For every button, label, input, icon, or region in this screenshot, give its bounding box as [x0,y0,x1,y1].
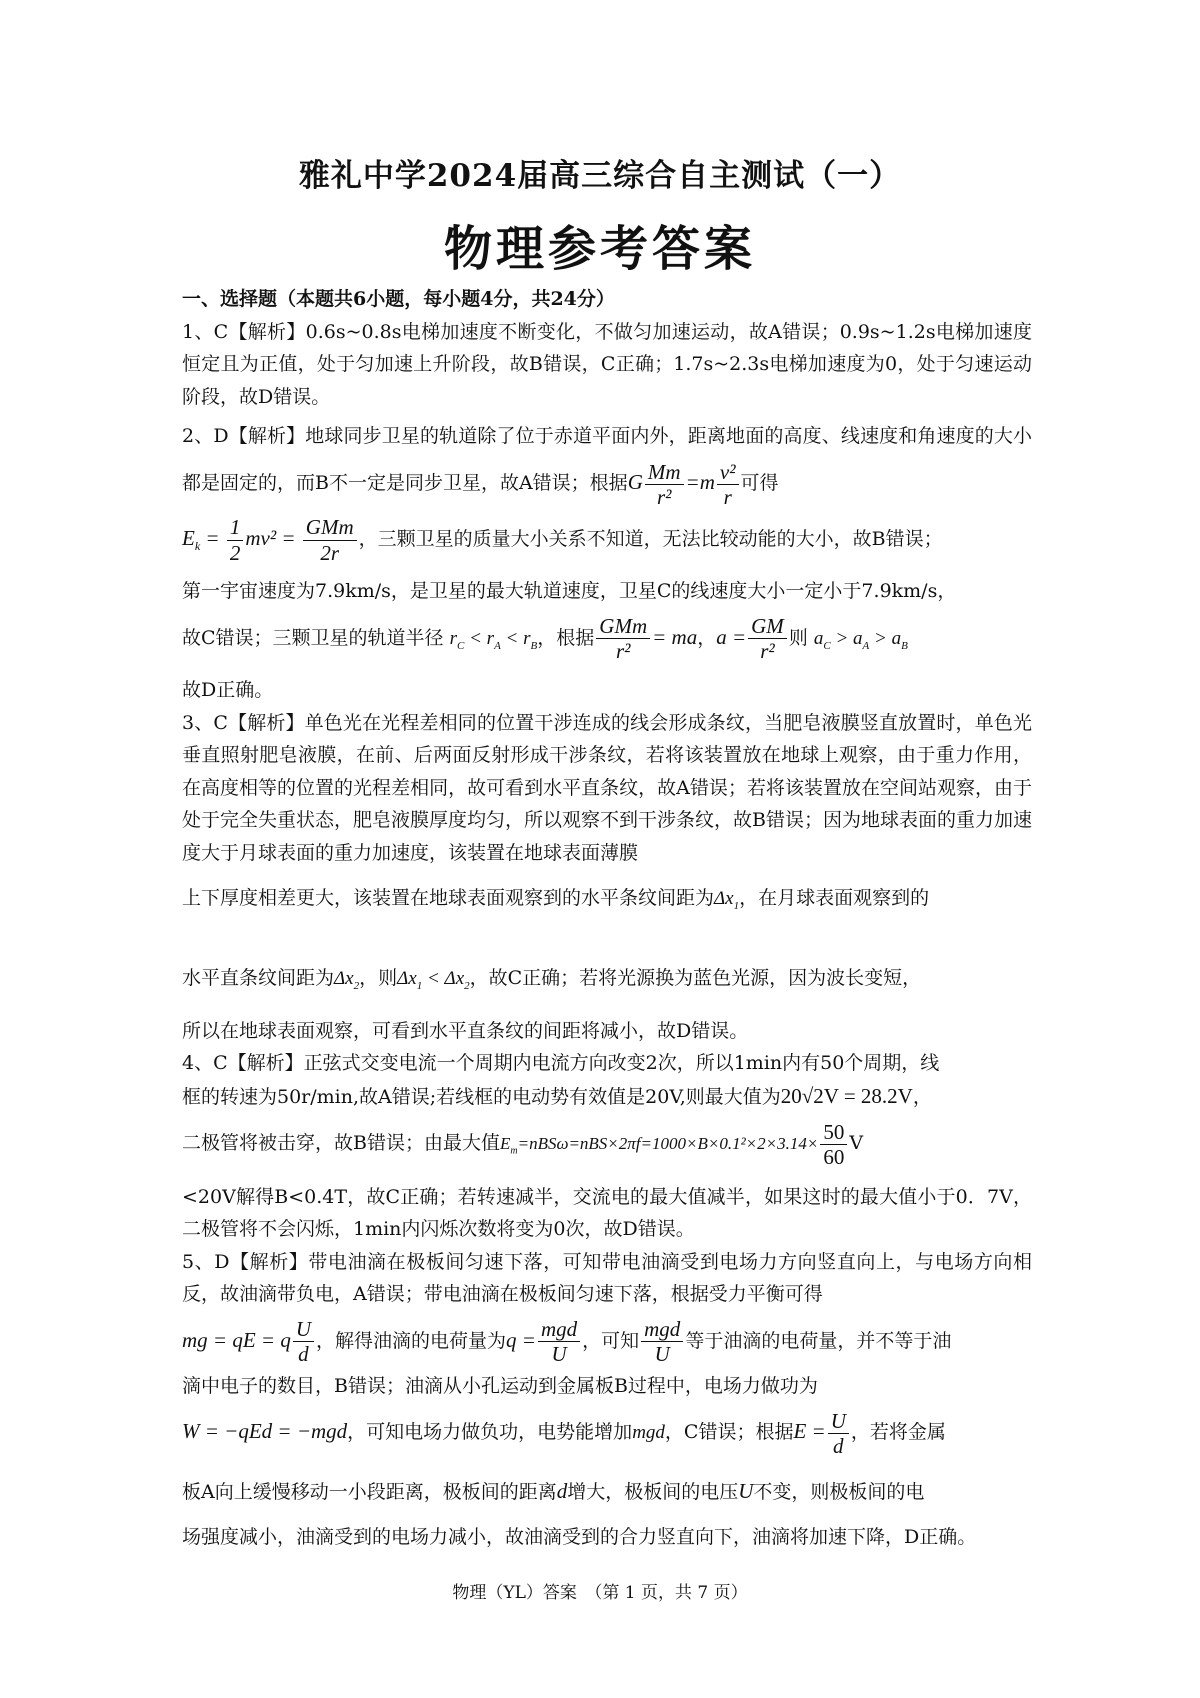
q4-formula-max: 20√2V = 28.2V [780,1083,913,1108]
q5-formula-e: E = $\frac{U}{d}$ [793,1419,850,1443]
q3-text-2a: 上下厚度相差更大，该装置在地球表面观察到的水平条纹间距为 [182,887,715,910]
q2-answer-cont [182,509,1032,575]
q5-text-2c: 等于油滴的电荷量，并不等于油 [685,1329,952,1352]
q2-formula-ek: $E_k$ = $\frac{1}{2}$ mv² = $\frac{\text{GMm}}{2r}$ [182,526,359,550]
q5-text-5c: 不变，则极板间的电 [753,1481,925,1504]
q2-text-1-end: 可得 [740,472,779,494]
q2-text-3: 第一宇宙速度为7.9km/s，是卫星的最大轨道速度，卫星C的线速度大小一定小于7.9km/s， [182,580,957,603]
q4-text-1: 4、C【解析】正弦式交变电流一个周期内电流方向改变2次，所以1min内有50个周期，线 [182,1052,940,1075]
q3-delta-compare: $\Delta x_1 < \Delta x_2$ [397,968,470,992]
q4-text-3b: V [849,1132,864,1155]
q4-text-2a: 框的转速为50r/min,故A错误;若线框的电动势有效值是20V,则最大值为 [182,1085,781,1108]
q3-text-3b: ，则 [359,967,398,990]
q5-line-2 [182,1311,1032,1370]
q5-text-4b: ，C错误；根据 [664,1421,794,1444]
q5-mgd: mgd [632,1422,665,1444]
q2-text-1: 2、D【解析】地球同步卫星的轨道除了位于赤道平面内外，距离地面的高度、线速度和角速度的大小都是固定的，而B不一定是同步卫星，故A错误；根据 [182,425,1032,494]
q5-formula-ratio: $\frac{\text{mgd}}{U}$ [639,1328,685,1352]
q1-answer: 1、C【解析】0.6s~0.8s电梯加速度不断变化，不做匀加速运动，故A错误；0.9s~1.2s电梯加速度恒定且为正值，处于匀加速上升阶段，故B错误，C正确；1.7s~2.3s电梯加速度为0，处于匀速运动阶段，故D错误。 [182,320,1032,408]
q5-formula-q: q = $\frac{\text{mgd}}{U}$ [506,1328,582,1352]
q5-text-6: 场强度减小，油滴受到的电场力减小，故油滴受到的合力竖直向下，油滴将加速下降，D正确。 [182,1526,977,1549]
q2-formula-ma: $\frac{\text{GMm}}{\text{r²}}$ = ma [594,625,697,649]
section-heading: 一、选择题（本题共6小题，每小题4分，共24分） [182,288,615,310]
answer-content [182,283,1032,1554]
q5-text-2b: ，可知 [582,1329,640,1352]
q5-text-4a: ，可知电场力做负功，电势能增加 [347,1421,633,1444]
q4-line-2: 框的转速为50r/min,故A错误;若线框的电动势有效值是20V,则最大值为20√2V = 28.2V， [182,1083,932,1108]
q2-answer-cont2: 故C错误；三颗卫星的轨道半径 $r_C < r_A < r_B$，根据 $\frac{\text{GMm}}{\text{r²}}$ = ma，a = $\frac{GM}{\text{r²}}$ 则 $a_C > a_A > a_B$ [182,614,908,664]
q2-formula-a: a = $\frac{GM}{\text{r²}}$ [716,625,789,649]
q2-radius-compare: $r_C < r_A < r_B$ [449,627,538,652]
q5-line-5 [182,1462,1032,1521]
q2-text-2: ，三颗卫星的质量大小关系不知道，无法比较动能的大小，故B错误； [358,527,943,550]
q5-u: U [738,1479,754,1504]
q3-delta-x1: $\Delta x_1$ [714,888,740,913]
q5-line-4 [182,1402,1032,1462]
q5-formula-work: W = −qEd = −mgd [182,1419,348,1444]
q3-line-3 [182,949,1032,1015]
q5-text-2a: ，解得油滴的电荷量为 [316,1329,507,1352]
q2-formula-gravity: G $\frac{Mm}{\text{r²}}$ =m $\frac{\text{v²}}{r}$ [628,470,741,494]
q2-text-5: 故D正确。 [182,679,274,702]
q3-line-2 [182,869,1032,935]
q4-line-3 [182,1113,1032,1180]
q2-answer [182,413,1032,509]
exam-title: 雅礼中学2024届高三综合自主测试（一） [298,158,902,194]
q5-text-3: 滴中电子的数目，B错误；油滴从小孔运动到金属板B过程中，电场力做功为 [182,1374,818,1397]
q5-formula-mg: mg = qE = q $\frac{U}{d}$ [182,1328,316,1352]
q3-answer: 3、C【解析】单色光在光程差相同的位置干涉连成的线会形成条纹，当肥皂液膜竖直放置时，单色光垂直照射肥皂液膜，在前、后两面反射形成干涉条纹，若将该装置放在地球上观察，由于重力作用，在高度相等的位置的光程差相同，故可看到水平直条纹，故A错误；若将该装置放在空间站观察，由于处于完全失重状态，肥皂液膜厚度均匀，所以观察不到干涉条纹，故B错误；因为地球表面的重力加速度大于月球表面的重力加速度，该装置在地球表面薄膜 [182,711,1032,864]
q5-text-5a: 板A向上缓慢移动一小段距离，极板间的距离 [182,1481,557,1504]
q3-text-3c: ，故C正确；若将光源换为蓝色光源，因为波长变短， [469,967,922,990]
q5-text-5b: 增大，极板间的电压 [567,1481,739,1504]
q2-text-4b: 根据 [556,626,595,649]
q3-text-3a: 水平直条纹间距为 [182,967,335,990]
q2-accel-compare: $a_C > a_A > a_B$ [813,627,908,652]
q5-d: d [556,1479,568,1504]
q3-text-2b: ，在月球表面观察到的 [739,887,930,910]
q3-delta-x2: $\Delta x_2$ [334,968,360,992]
q5-text-1: 5、D【解析】带电油滴在极板间匀速下落，可知带电油滴受到电场力方向竖直向上，与电场方向相反，故油滴带负电，A错误；带电油滴在极板间匀速下落，根据受力平衡可得 [182,1250,1032,1306]
q2-text-4a: 故C错误；三颗卫星的轨道半径 [182,626,444,649]
q4-frac-50-60: $\frac{50}{60}$ [818,1130,849,1154]
q4-text-4: <20V解得B<0.4T，故C正确；若转速减半，交流电的最大值减半，如果这时的最大值小于0．7V，二极管将不会闪烁，1min内闪烁次数将变为0次，故D错误。 [182,1185,1032,1241]
q5-text-4c: ，若将金属 [850,1421,946,1444]
q3-text-4: 所以在地球表面观察，可看到水平直条纹的间距将减小，故D错误。 [182,1019,749,1042]
q4-formula-em: $E_m=nBS\omega=nBS\times 2\pi f=1000\times B\times 0.1^2\times 2\times 3.14\times$ [499,1134,819,1157]
q2-text-4c: 则 [788,626,808,649]
answer-subtitle: 物理参考答案 [443,221,756,277]
page-footer: 物理（YL）答案 （第 1 页，共 7 页） [452,1583,748,1603]
q4-text-3a: 二极管将被击穿，故B错误；由最大值 [182,1132,500,1155]
